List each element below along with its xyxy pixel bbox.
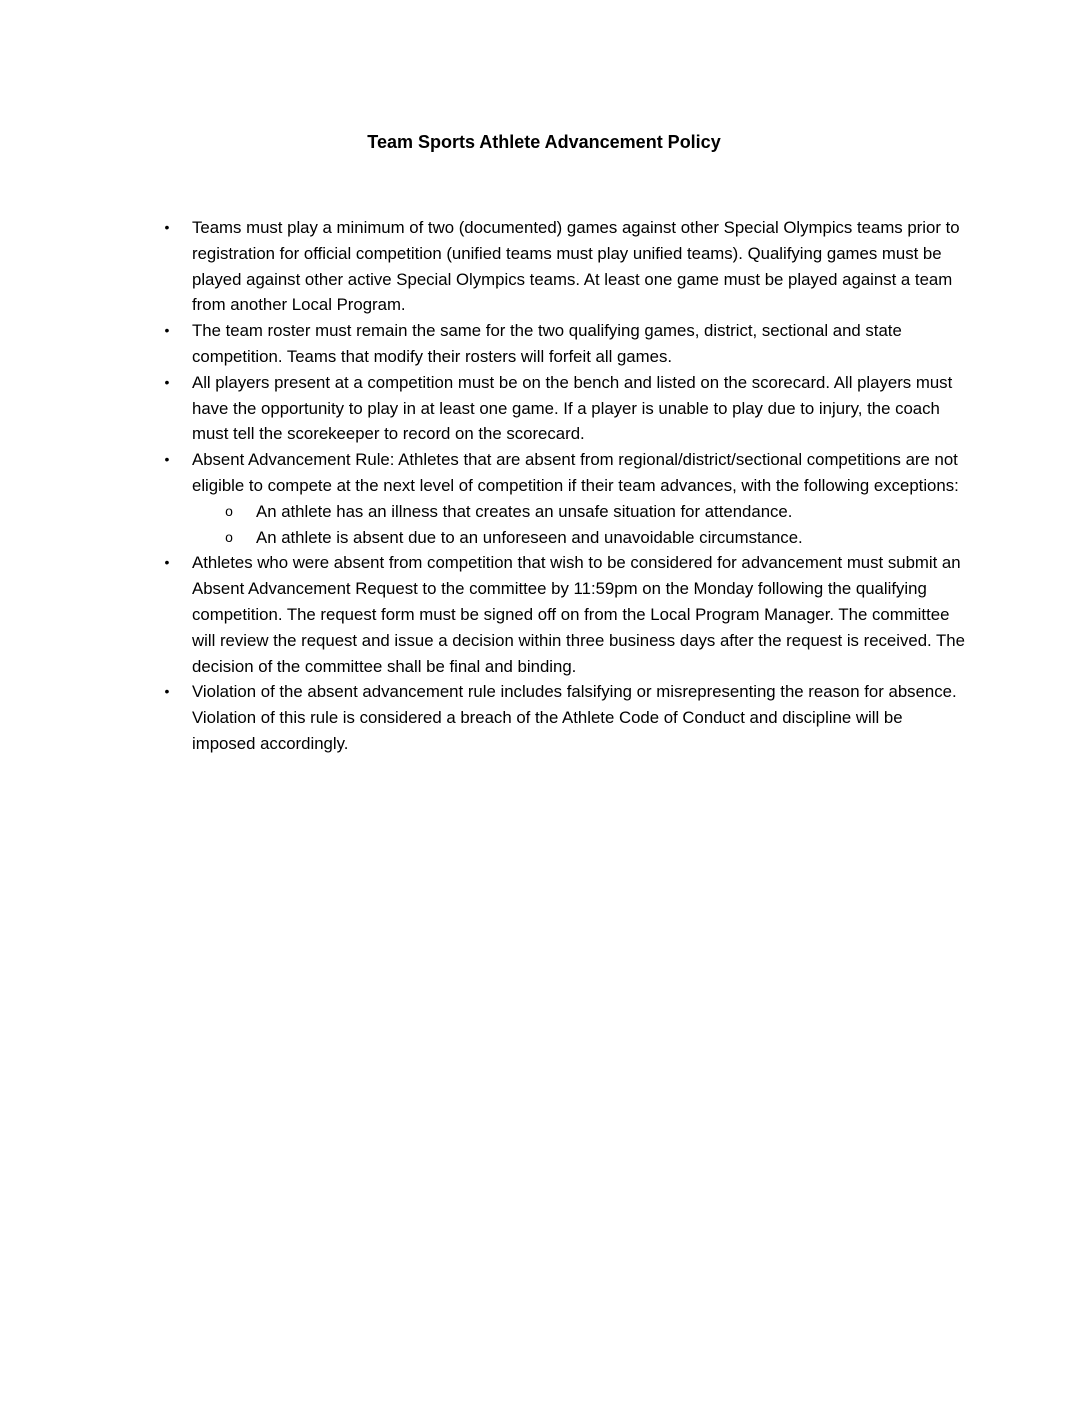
sub-bullet-icon: o [225, 502, 233, 519]
exceptions-sublist [192, 499, 966, 551]
bullet-icon: • [164, 554, 170, 571]
sublist-item [192, 525, 966, 551]
list-item-text: Violation of the absent advancement rule includes falsifying or misrepresenting the reason for absence. Violation of this rule is considered a breach of the Athlete Code of Conduct and discipline will be imposed accordingly. [192, 682, 957, 753]
list-item-text: Athletes who were absent from competition that wish to be considered for advancement must submit an Absent Advancement Request to the committee by 11:59pm on the Monday following the qualifying competition. The request form must be signed off on from the Local Program Manager. The committee will review the request and issue a decision within three business days after the request is received. The decision of the committee shall be final and binding. [192, 553, 965, 676]
list-item [158, 215, 966, 318]
bullet-icon: • [164, 451, 170, 468]
list-item [158, 679, 966, 756]
page-title: Team Sports Athlete Advancement Policy [367, 132, 721, 152]
bullet-icon: • [164, 322, 170, 339]
sublist-item-text: An athlete is absent due to an unforeseen and unavoidable circumstance. [256, 527, 803, 547]
bullet-icon: • [164, 373, 170, 390]
list-item-text: Teams must play a minimum of two (documented) games against other Special Olympics teams prior to registration for official competition (unified teams must play unified teams). Qualifying games must be played against other active Special Olympics teams. At least one game must be played against a team from another Local Program. [192, 218, 960, 315]
list-item [158, 318, 966, 370]
list-item-text: All players present at a competition must be on the bench and listed on the scorecard. All players must have the opportunity to play in at least one game. If a player is unable to play due to injury, the coach must tell the scorekeeper to record on the scorecard. [192, 372, 953, 444]
list-item [158, 447, 966, 550]
sub-bullet-icon: o [225, 528, 233, 545]
bullet-icon: • [164, 683, 170, 700]
list-item-text: Absent Advancement Rule: Athletes that are absent from regional/district/sectional competitions are not eligible to compete at the next level of competition if their team advances, with the following exceptions: [192, 450, 959, 495]
sublist-item-text: An athlete has an illness that creates an unsafe situation for attendance. [256, 501, 793, 521]
list-item [158, 370, 966, 447]
sublist-item [192, 499, 966, 525]
list-item-text: The team roster must remain the same for the two qualifying games, district, sectional and state competition. Teams that modify their rosters will forfeit all games. [192, 321, 902, 366]
bullet-icon: • [164, 219, 170, 235]
list-item [158, 550, 966, 679]
policy-list [158, 215, 966, 757]
